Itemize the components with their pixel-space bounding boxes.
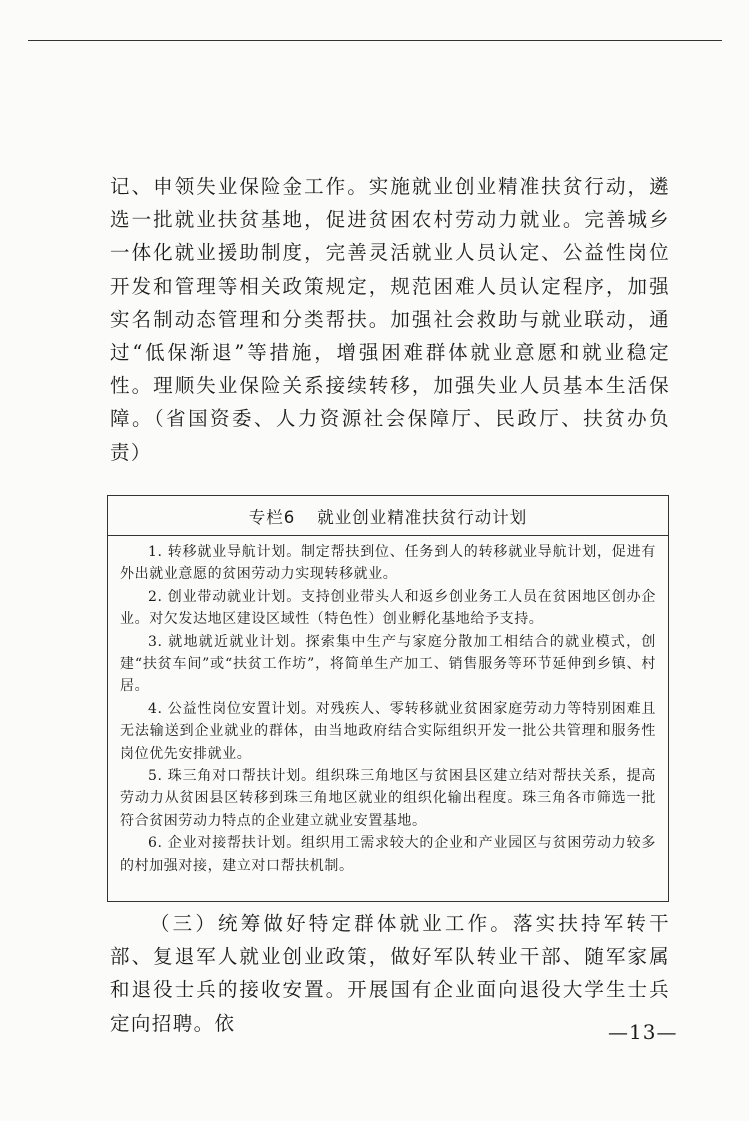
special-column-box	[107, 495, 669, 902]
page-number: —13—	[608, 1020, 678, 1044]
box-item: 5. 珠三角对口帮扶计划。组织珠三角地区与贫困县区建立结对帮扶关系，提高劳动力从贫困县区转移到珠三角地区就业的组织化输出程度。珠三角各市筛选一批符合贫困劳动力特点的企业建立就业安置基地。	[120, 768, 656, 829]
box-item: 4. 公益性岗位安置计划。对残疾人、零转移就业贫困家庭劳动力等特别困难且无法输送到企业就业的群体，由当地政府结合实际组织开发一批公共管理和服务性岗位优先安排就业。	[120, 700, 656, 762]
body-paragraph-1: 记、申领失业保险金工作。实施就业创业精准扶贫行动，遴选一批就业扶贫基地，促进贫困农村劳动力就业。完善城乡一体化就业援助制度，完善灵活就业人员认定、公益性岗位开发和管理等相关政策规定，规范困难人员认定程序，加强实名制动态管理和分类帮扶。加强社会救助与就业联动，通过“低保渐退”等措施，增强困难群体就业意愿和就业稳定性。理顺失业保险关系接续转移，加强失业人员基本生活保障。（省国资委、人力资源社会保障厅、民政厅、扶贫办负责）	[110, 175, 670, 464]
box-title: 就业创业精准扶贫行动计划	[317, 507, 528, 527]
header-rule	[28, 40, 722, 41]
box-title-bar	[108, 496, 668, 536]
box-item: 3. 就地就近就业计划。探索集中生产与家庭分散加工相结合的就业模式，创建“扶贫车间”或“扶贫工作坊”，将简单生产加工、销售服务等环节延伸到乡镇、村居。	[120, 633, 656, 695]
box-column-label: 专栏6	[248, 507, 296, 527]
box-item: 1. 转移就业导航计划。制定帮扶到位、任务到人的转移就业导航计划，促进有外出就业意愿的贫困劳动力实现转移就业。	[120, 544, 656, 583]
body-paragraph-2: （三）统筹做好特定群体就业工作。落实扶持军转干部、复退军人就业创业政策，做好军队转业干部、随军家属和退役士兵的接收安置。开展国有企业面向退役大学生士兵定向招聘。依	[110, 912, 670, 1035]
box-item: 2. 创业带动就业计划。支持创业带头人和返乡创业务工人员在贫困地区创办企业。对欠发达地区建设区域性（特色性）创业孵化基地给予支持。	[120, 588, 656, 628]
box-item: 6. 企业对接帮扶计划。组织用工需求较大的企业和产业园区与贫困劳动力较多的村加强对接，建立对口帮扶机制。	[120, 835, 656, 874]
box-item-list	[108, 536, 668, 877]
